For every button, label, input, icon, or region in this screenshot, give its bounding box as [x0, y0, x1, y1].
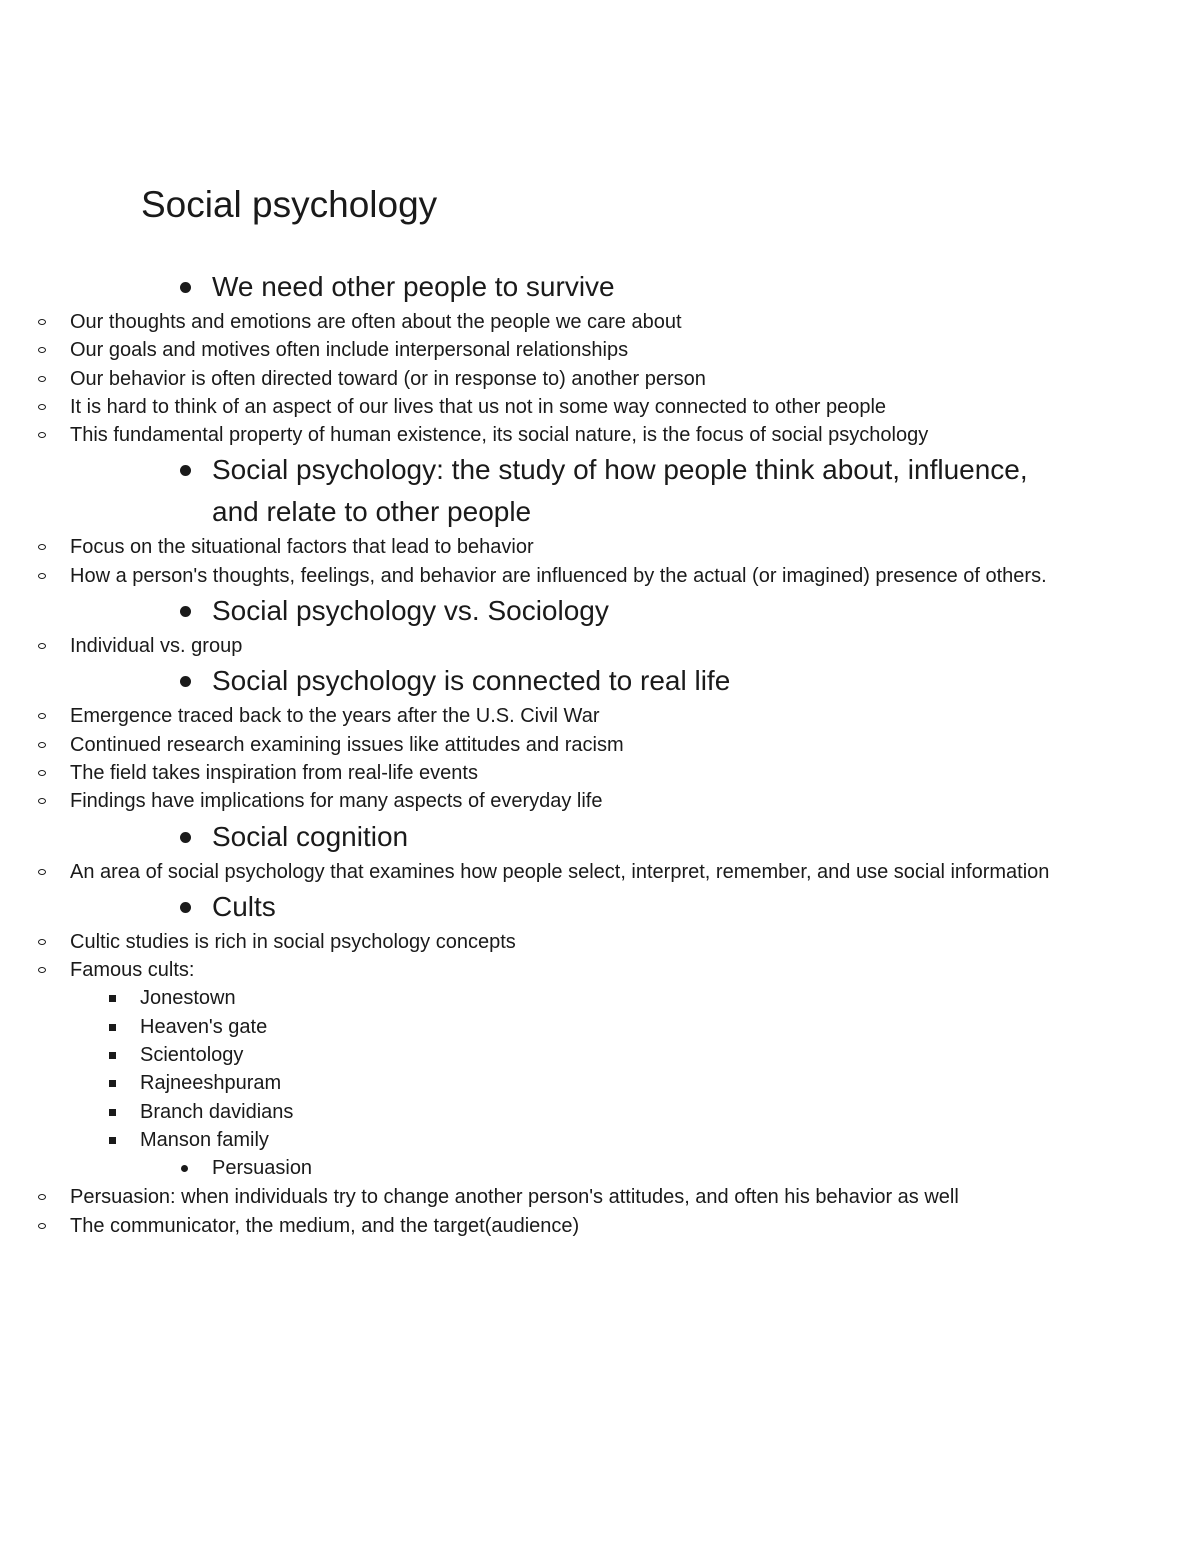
bullet-circle-icon [38, 939, 46, 945]
bullet-circle-icon [38, 432, 46, 438]
list-item: Rajneeshpuram [0, 1069, 1200, 1097]
section-heading [0, 449, 1200, 533]
list-item: Emergence traced back to the years after the U.S. Civil War [0, 702, 1200, 730]
section-heading-text: Social cognition [212, 820, 409, 852]
list-item: This fundamental property of human existence, its social nature, is the focus of social psychology [0, 421, 1200, 449]
list-item: Branch davidians [0, 1098, 1200, 1126]
notes-outline [0, 266, 1200, 1240]
bullet-disc-icon [180, 282, 191, 293]
bullet-circle-icon [38, 1194, 46, 1200]
bullet-square-icon [109, 1137, 116, 1144]
bullet-circle-icon [38, 404, 46, 410]
bullet-circle-icon [38, 742, 46, 748]
bullet-circle-icon [38, 967, 46, 973]
bullet-circle-icon [38, 319, 46, 325]
section-heading-text: Social psychology: the study of how people think about, influence, and relate to other people [212, 454, 1028, 528]
section-heading [0, 590, 1200, 632]
list-item: Focus on the situational factors that lead to behavior [0, 533, 1200, 561]
bullet-square-icon [109, 1052, 116, 1059]
list-item: Continued research examining issues like attitudes and racism [0, 731, 1200, 759]
section-subitems [0, 632, 1200, 660]
section-heading [0, 1154, 1200, 1183]
bullet-circle-icon [38, 869, 46, 875]
section-heading-text: Persuasion [212, 1157, 313, 1180]
list-item: Manson family [0, 1126, 1200, 1154]
bullet-circle-icon [38, 347, 46, 353]
bullet-circle-icon [38, 376, 46, 382]
list-item: Our behavior is often directed toward (or in response to) another person [0, 365, 1200, 393]
bullet-circle-icon [38, 798, 46, 804]
section-subitems [0, 702, 1200, 815]
section-heading [0, 886, 1200, 928]
list-item: Jonestown [0, 984, 1200, 1012]
bullet-circle-icon [38, 1223, 46, 1229]
section-subitems [0, 533, 1200, 590]
section-subitems [0, 858, 1200, 886]
list-item: Cultic studies is rich in social psychology concepts [0, 928, 1200, 956]
bullet-square-icon [109, 1109, 116, 1116]
list-item: The communicator, the medium, and the target(audience) [0, 1212, 1200, 1240]
list-item: How a person's thoughts, feelings, and behavior are influenced by the actual (or imagined) presence of others. [0, 562, 1200, 590]
bullet-circle-icon [38, 643, 46, 649]
bullet-disc-icon [180, 832, 191, 843]
section-heading [0, 816, 1200, 858]
section-heading-text: Social psychology is connected to real life [212, 665, 731, 697]
list-item: An area of social psychology that examines how people select, interpret, remember, and use social information [0, 858, 1200, 886]
bullet-square-icon [109, 1080, 116, 1087]
bullet-circle-icon [38, 544, 46, 550]
bullet-disc-icon [181, 1165, 188, 1172]
bullet-circle-icon [38, 573, 46, 579]
page-title: Social psychology [141, 184, 438, 225]
list-item: Findings have implications for many aspects of everyday life [0, 787, 1200, 815]
section-heading [0, 266, 1200, 308]
section-heading-text: Cults [212, 890, 276, 922]
bullet-disc-icon [180, 676, 191, 687]
bullet-square-icon [109, 1024, 116, 1031]
bullet-circle-icon [38, 713, 46, 719]
bullet-square-icon [109, 995, 116, 1002]
list-item: Our goals and motives often include interpersonal relationships [0, 336, 1200, 364]
list-item: It is hard to think of an aspect of our lives that us not in some way connected to other people [0, 393, 1200, 421]
section-heading [0, 660, 1200, 702]
list-item: Heaven's gate [0, 1013, 1200, 1041]
bullet-disc-icon [180, 606, 191, 617]
section-heading-text: Social psychology vs. Sociology [212, 595, 609, 627]
list-item: Individual vs. group [0, 632, 1200, 660]
list-item: Famous cults: [0, 956, 1200, 984]
list-item: Our thoughts and emotions are often about the people we care about [0, 308, 1200, 336]
list-item: Persuasion: when individuals try to change another person's attitudes, and often his behavior as well [0, 1183, 1200, 1211]
section-subitems [0, 308, 1200, 449]
bullet-circle-icon [38, 770, 46, 776]
section-heading-text: We need other people to survive [212, 271, 615, 302]
section-subitems [0, 1183, 1200, 1240]
list-item: The field takes inspiration from real-life events [0, 759, 1200, 787]
bullet-disc-icon [180, 465, 191, 476]
bullet-disc-icon [180, 902, 191, 913]
section-subitems [0, 928, 1200, 1154]
list-item: Scientology [0, 1041, 1200, 1069]
